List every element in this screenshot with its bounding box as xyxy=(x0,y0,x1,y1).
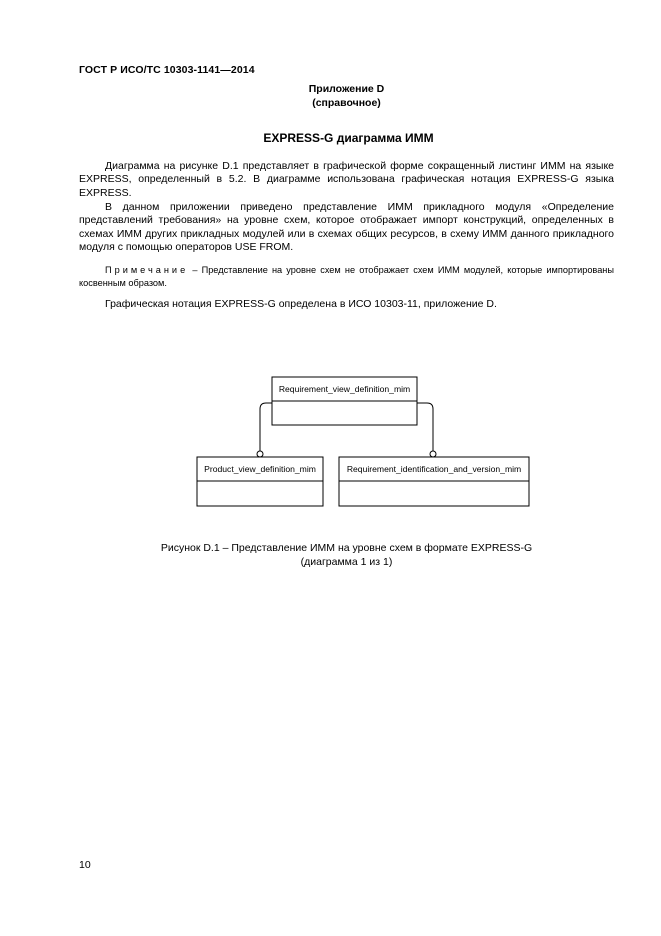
schema-name-left: Product_view_definition_mim xyxy=(204,464,316,474)
schema-box-left xyxy=(197,457,323,506)
section-title: EXPRESS-G диаграмма ИММ xyxy=(263,131,434,145)
note-label: Примечание xyxy=(105,265,189,275)
figure-caption xyxy=(0,541,661,569)
schema-name-right: Requirement_identification_and_version_mim xyxy=(346,464,522,474)
schema-box-right xyxy=(339,457,529,506)
appendix-subtitle: (справочное) xyxy=(312,97,381,109)
schema-box-top xyxy=(272,377,417,425)
page-number: 10 xyxy=(79,859,91,871)
schema-name-top: Requirement_view_definition_mim xyxy=(278,384,411,394)
paragraph-3: Графическая нотация EXPRESS-G определена в ИСО 10303-11, приложение D. xyxy=(105,298,497,310)
connector-right xyxy=(417,403,433,451)
connector-left-end-icon xyxy=(257,451,263,457)
caption-line-2: (диаграмма 1 из 1) xyxy=(300,556,393,568)
caption-line-1: Рисунок D.1 – Представление ИММ на уровне схем в формате EXPRESS-G xyxy=(160,542,533,554)
note-text: – Представление на уровне схем не отображает схем ИММ модулей, которые импортированы косвенным образом. xyxy=(79,265,614,288)
paragraph-2: В данном приложении приведено представление ИММ прикладного модуля «Определение представлений требования» на уровне схем, которое отображает импорт конструкций, определенных в схемах ИММ других прикладных модулей или в схемах общих ресурсов, в схему ИММ данного прикладного модуля с помощью операторов USE FROM. xyxy=(79,201,614,254)
connector-left xyxy=(260,403,272,451)
document-header: ГОСТ Р ИСО/ТС 10303-1141—2014 xyxy=(79,64,255,76)
paragraph-1: Диаграмма на рисунке D.1 представляет в графической форме сокращенный листинг ИММ на языке EXPRESS, определенный в 5.2. В диаграмме использована графическая нотация EXPRESS-G языка EXPRESS. xyxy=(79,160,614,199)
connector-right-end-icon xyxy=(430,451,436,457)
appendix-title: Приложение D xyxy=(308,83,385,95)
